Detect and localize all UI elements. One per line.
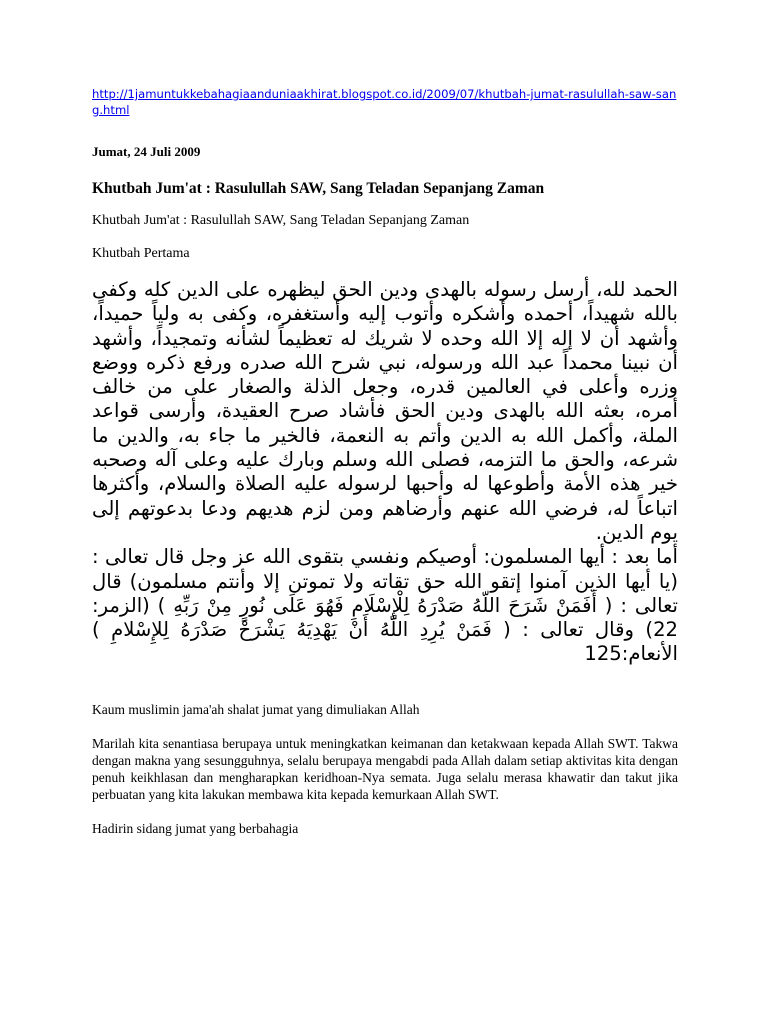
- document-page: [92, 86, 678, 837]
- source-url-link[interactable]: http://1jamuntukkebahagiaanduniaakhirat.blogspot.co.id/2009/07/khutbah-jumat-rasulullah-saw-sang.html: [92, 87, 677, 117]
- body-paragraph: Marilah kita senantiasa berupaya untuk meningkatkan keimanan dan ketakwaan kepada Allah SWT. Takwa dengan makna yang sesungguhnya, selalu berupaya mengabdi pada Allah dalam setiap aktivitas kita dengan penuh keikhlasan dan mengharapkan keridhoan-Nya semata. Juga selalu merasa khawatir dan takut jika perbuatan yang kita lakukan membawa kita kepada kemurkaan Allah SWT.: [92, 735, 678, 802]
- article-title: Khutbah Jum'at : Rasulullah SAW, Sang Teladan Sepanjang Zaman: [92, 180, 545, 197]
- closing-line: Hadirin sidang jumat yang berbahagia: [92, 820, 299, 836]
- arabic-text-block: الحمد لله، أرسل رسوله بالهدى ودين الحق ليظهره على الدين كله وكفى بالله شهيداً، أحمده وأشكره وأتوب إليه وأستغفره، وكفى به ولياً حميداً، وأشهد أن لا إله إلا الله وحده لا شريك له تعظيماً لشأنه وتمجيداً، وأشهد أن نبينا محمداً عبد الله ورسوله، نبي شرح الله صدره ورفع ذكره ووضع وزره وأعلى في العالمين قدره، وجعل الذلة والصغار على من خالف أمره، بعثه الله بالهدى ودين الحق فأشاد صرح العقيدة، وأرسى قواعد الملة، وأكمل الله به الدين وأتم به النعمة، فالخير ما جاء به، والدين ما شرعه، والحق ما التزمه، فصلى الله وسلم وبارك عليه وعلى آله وصحبه خير هذه الأمة وأطوعها له وأحبها لرسوله عليه الصلاة والسلام، وأكثرها اتباعاً له، فرضي الله عنهم وأرضاهم ومن لزم هديهم ودعا بدعوتهم إلى يوم الدين. أما بعد : أيها المسلمون: أوصيكم ونفسي بتقوى الله عز وجل قال تعالى : (يا أيها الذين آمنوا إتقو الله حق تقاته ولا تموتن إلا وأنتم مسلمون) قال تعالى : ( أَفَمَنْ شَرَحَ اللّهُ صَدْرَهُ لِلْإِسْلَامِ فَهُوَ عَلَى نُورٍ مِنْ رَبِّهِ ) (الزمر: 22) وقال تعالى : ( فَمَنْ يُرِدِ اللّهُ أَنْ يَهْدِيَهُ يَشْرَحْ صَدْرَهُ لِلإِسْلامِ ) الأنعام:125: [92, 278, 678, 666]
- greeting-line: Kaum muslimin jama'ah shalat jumat yang dimuliakan Allah: [92, 701, 420, 717]
- section-label: Khutbah Pertama: [92, 246, 190, 261]
- post-date: Jumat, 24 Juli 2009: [92, 144, 201, 159]
- article-subtitle: Khutbah Jum'at : Rasulullah SAW, Sang Teladan Sepanjang Zaman: [92, 213, 470, 228]
